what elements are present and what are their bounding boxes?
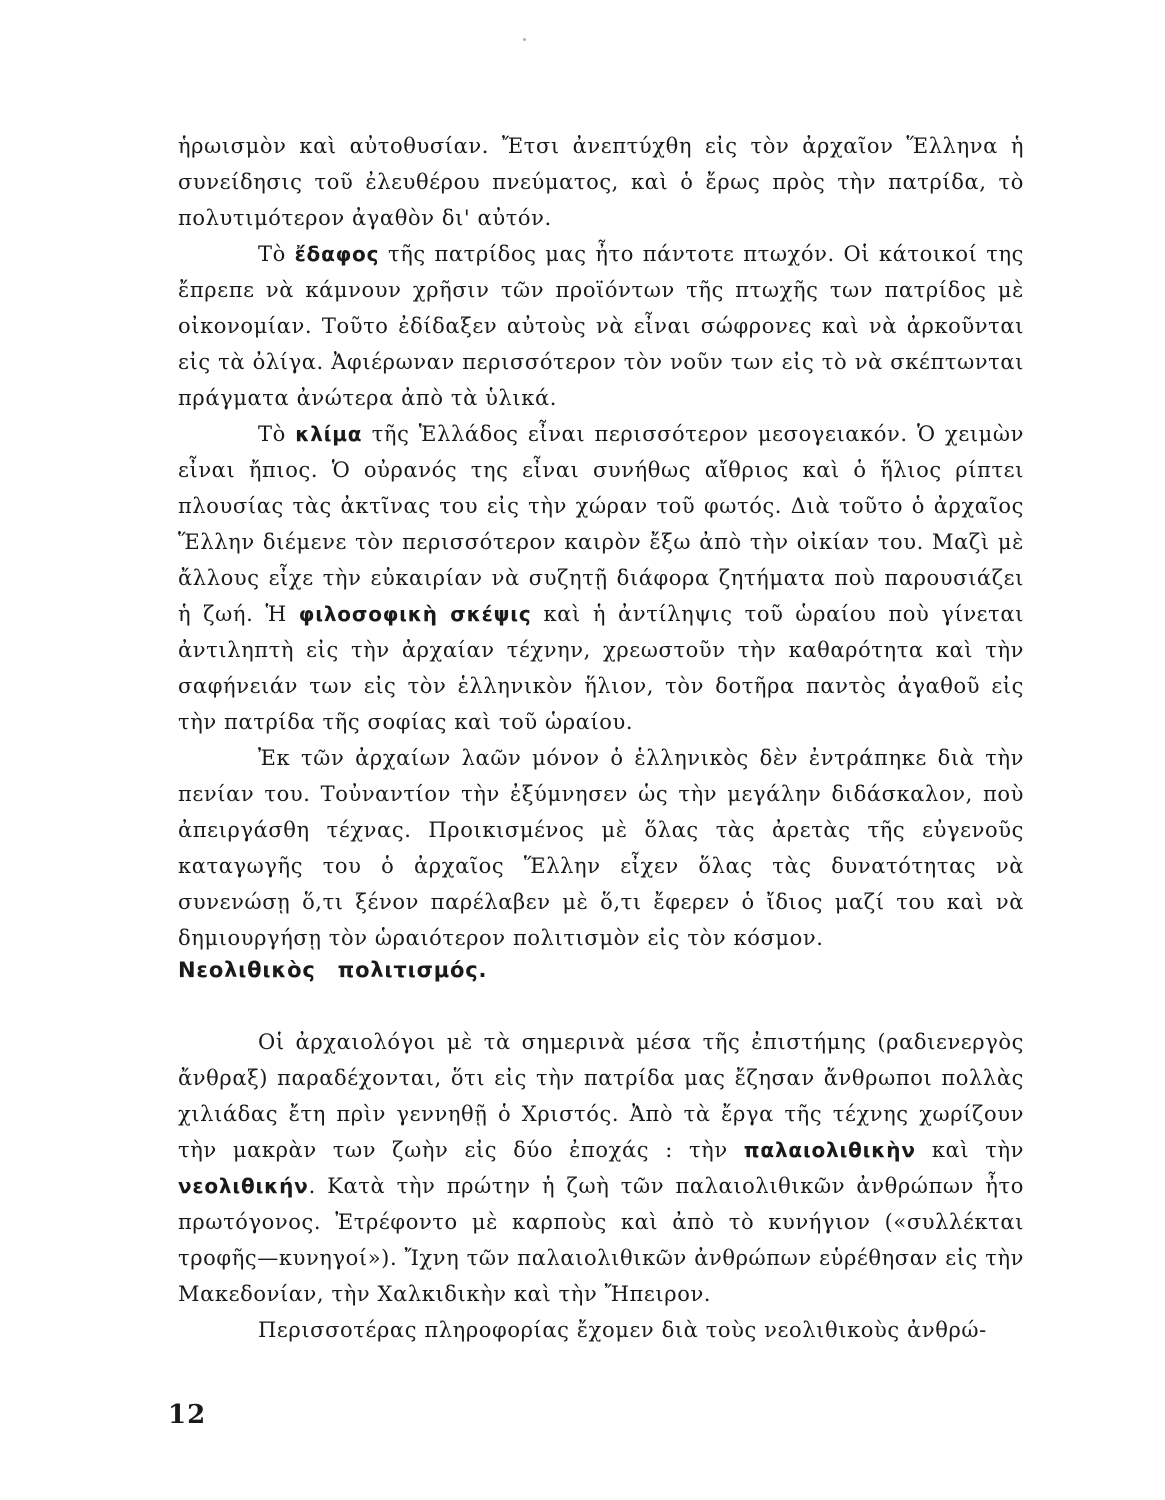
bold-term-philosophical-thought: φιλοσοφικὴ σκέψις: [298, 602, 532, 626]
text-run: καὶ τὴν: [915, 1138, 1025, 1162]
bold-term-neolithic: νεολιθικήν: [178, 1174, 309, 1198]
text-run: τῆς Ἑλλάδος εἶναι περισσότερον μεσογειακόν. Ὁ χειμὼν εἶναι ἤπιος. Ὁ οὐρανός της εἶναι συνήθως αἴθριος καὶ ὁ ἥλιος ρίπτει πλουσίας τὰς ἀκτῖνας του εἰς τὴν χώραν τοῦ φωτός. Διὰ τοῦτο ὁ ἀρχαῖος Ἕλλην διέμενε τὸν περισσότερον καιρὸν ἔξω ἀπὸ τὴν οἰκίαν του. Μαζὶ μὲ ἄλλους εἶχε τὴν εὐκαιρίαν νὰ συζητῇ διάφορα ζητήματα ποὺ παρουσιάζει ἡ ζωή. Ἡ: [178, 422, 1024, 626]
paragraph-archaeologists: [178, 1024, 1024, 1312]
paragraph-more-information: Περισσοτέρας πληροφορίας ἔχομεν διὰ τοὺς νεολιθικοὺς ἀνθρώ-: [258, 1318, 987, 1342]
bold-term-soil: ἔδαφος: [294, 242, 380, 266]
paragraph-soil: [178, 236, 1024, 416]
paragraph-climate: [178, 416, 1024, 740]
paragraph-continuation: ἡρωισμὸν καὶ αὐτοθυσίαν. Ἔτσι ἀνεπτύχθη εἰς τὸν ἀρχαῖον Ἕλληνα ἡ συνείδησις τοῦ ἐλευθέρου πνεύματος, καὶ ὁ ἔρως πρὸς τὴν πατρίδα, τὸ πολυτιμότερον ἀγαθὸν δι' αὐτόν.: [178, 134, 1024, 230]
section-heading: Νεολιθικὸς πολιτισμός.: [178, 958, 488, 982]
body-text-section-2: [178, 1024, 1024, 1348]
text-run: Τὸ: [258, 242, 295, 266]
page-number: 12: [168, 1400, 207, 1430]
text-run: . Κατὰ τὴν πρώτην ἡ ζωὴ τῶν παλαιολιθικῶν ἀνθρώπων ἦτο πρωτόγονος. Ἐτρέφοντο μὲ καρποὺς καὶ ἀπὸ τὸ κυνήγιον («συλλέκται τροφῆς—κυνηγοί»). Ἴχνη τῶν παλαιολιθικῶν ἀνθρώπων εὑρέθησαν εἰς τὴν Μακεδονίαν, τὴν Χαλκιδικὴν καὶ τὴν Ἤπειρον.: [178, 1174, 1024, 1306]
paragraph-poverty: Ἐκ τῶν ἀρχαίων λαῶν μόνον ὁ ἑλληνικὸς δὲν ἐντράπηκε διὰ τὴν πενίαν του. Τοὐναντίον τὴν ἐξύμνησεν ὡς τὴν μεγάλην διδάσκαλον, ποὺ ἀπειργάσθη τέχνας. Προικισμένος μὲ ὅλας τὰς ἀρετὰς τῆς εὐγενοῦς καταγωγῆς του ὁ ἀρχαῖος Ἕλλην εἶχεν ὅλας τὰς δυνατότητας νὰ συνενώσῃ ὅ,τι ξένον παρέλαβεν μὲ ὅ,τι ἔφερεν ὁ ἴδιος μαζί του καὶ νὰ δημιουργήσῃ τὸν ὡραιότερον πολιτισμὸν εἰς τὸν κόσμον.: [178, 746, 1024, 950]
text-run: Τὸ: [258, 422, 296, 446]
bold-term-climate: κλίμα: [295, 422, 363, 446]
paper-speck: [523, 38, 526, 41]
bold-term-paleolithic: παλαιολιθικὴν: [743, 1138, 916, 1162]
text-run: καὶ ἡ ἀντίληψις τοῦ ὡραίου ποὺ γίνεται ἀντιληπτὴ εἰς τὴν ἀρχαίαν τέχνην, χρεωστοῦν τὴν καθαρότητα καὶ τὴν σαφήνειάν των εἰς τὸν ἑλληνικὸν ἥλιον, τὸν δοτῆρα παντὸς ἀγαθοῦ εἰς τὴν πατρίδα τῆς σοφίας καὶ τοῦ ὡραίου.: [178, 602, 1024, 734]
text-run: Οἱ ἀρχαιολόγοι μὲ τὰ σημερινὰ μέσα τῆς ἐπιστήμης (ραδιενεργὸς ἄνθραξ) παραδέχονται, ὅτι εἰς τὴν πατρίδα μας ἔζησαν ἄνθρωποι πολλὰς χιλιάδας ἔτη πρὶν γεννηθῇ ὁ Χριστός. Ἀπὸ τὰ ἔργα τῆς τέχνης χωρίζουν τὴν μακρὰν των ζωὴν εἰς δύο ἐποχάς : τὴν: [178, 1030, 1024, 1162]
body-text-section-1: [178, 128, 1024, 956]
text-run: τῆς πατρίδος μας ἦτο πάντοτε πτωχόν. Οἱ κάτοικοί της ἔπρεπε νὰ κάμνουν χρῆσιν τῶν προϊόντων τῆς πτωχῆς των πατρίδος μὲ οἰκονομίαν. Τοῦτο ἐδίδαξεν αὐτοὺς νὰ εἶναι σώφρονες καὶ νὰ ἀρκοῦνται εἰς τὰ ὀλίγα. Ἀφιέρωναν περισσότερον τὸν νοῦν των εἰς τὸ νὰ σκέπτωνται πράγματα ἀνώτερα ἀπὸ τὰ ὑλικά.: [178, 242, 1024, 410]
